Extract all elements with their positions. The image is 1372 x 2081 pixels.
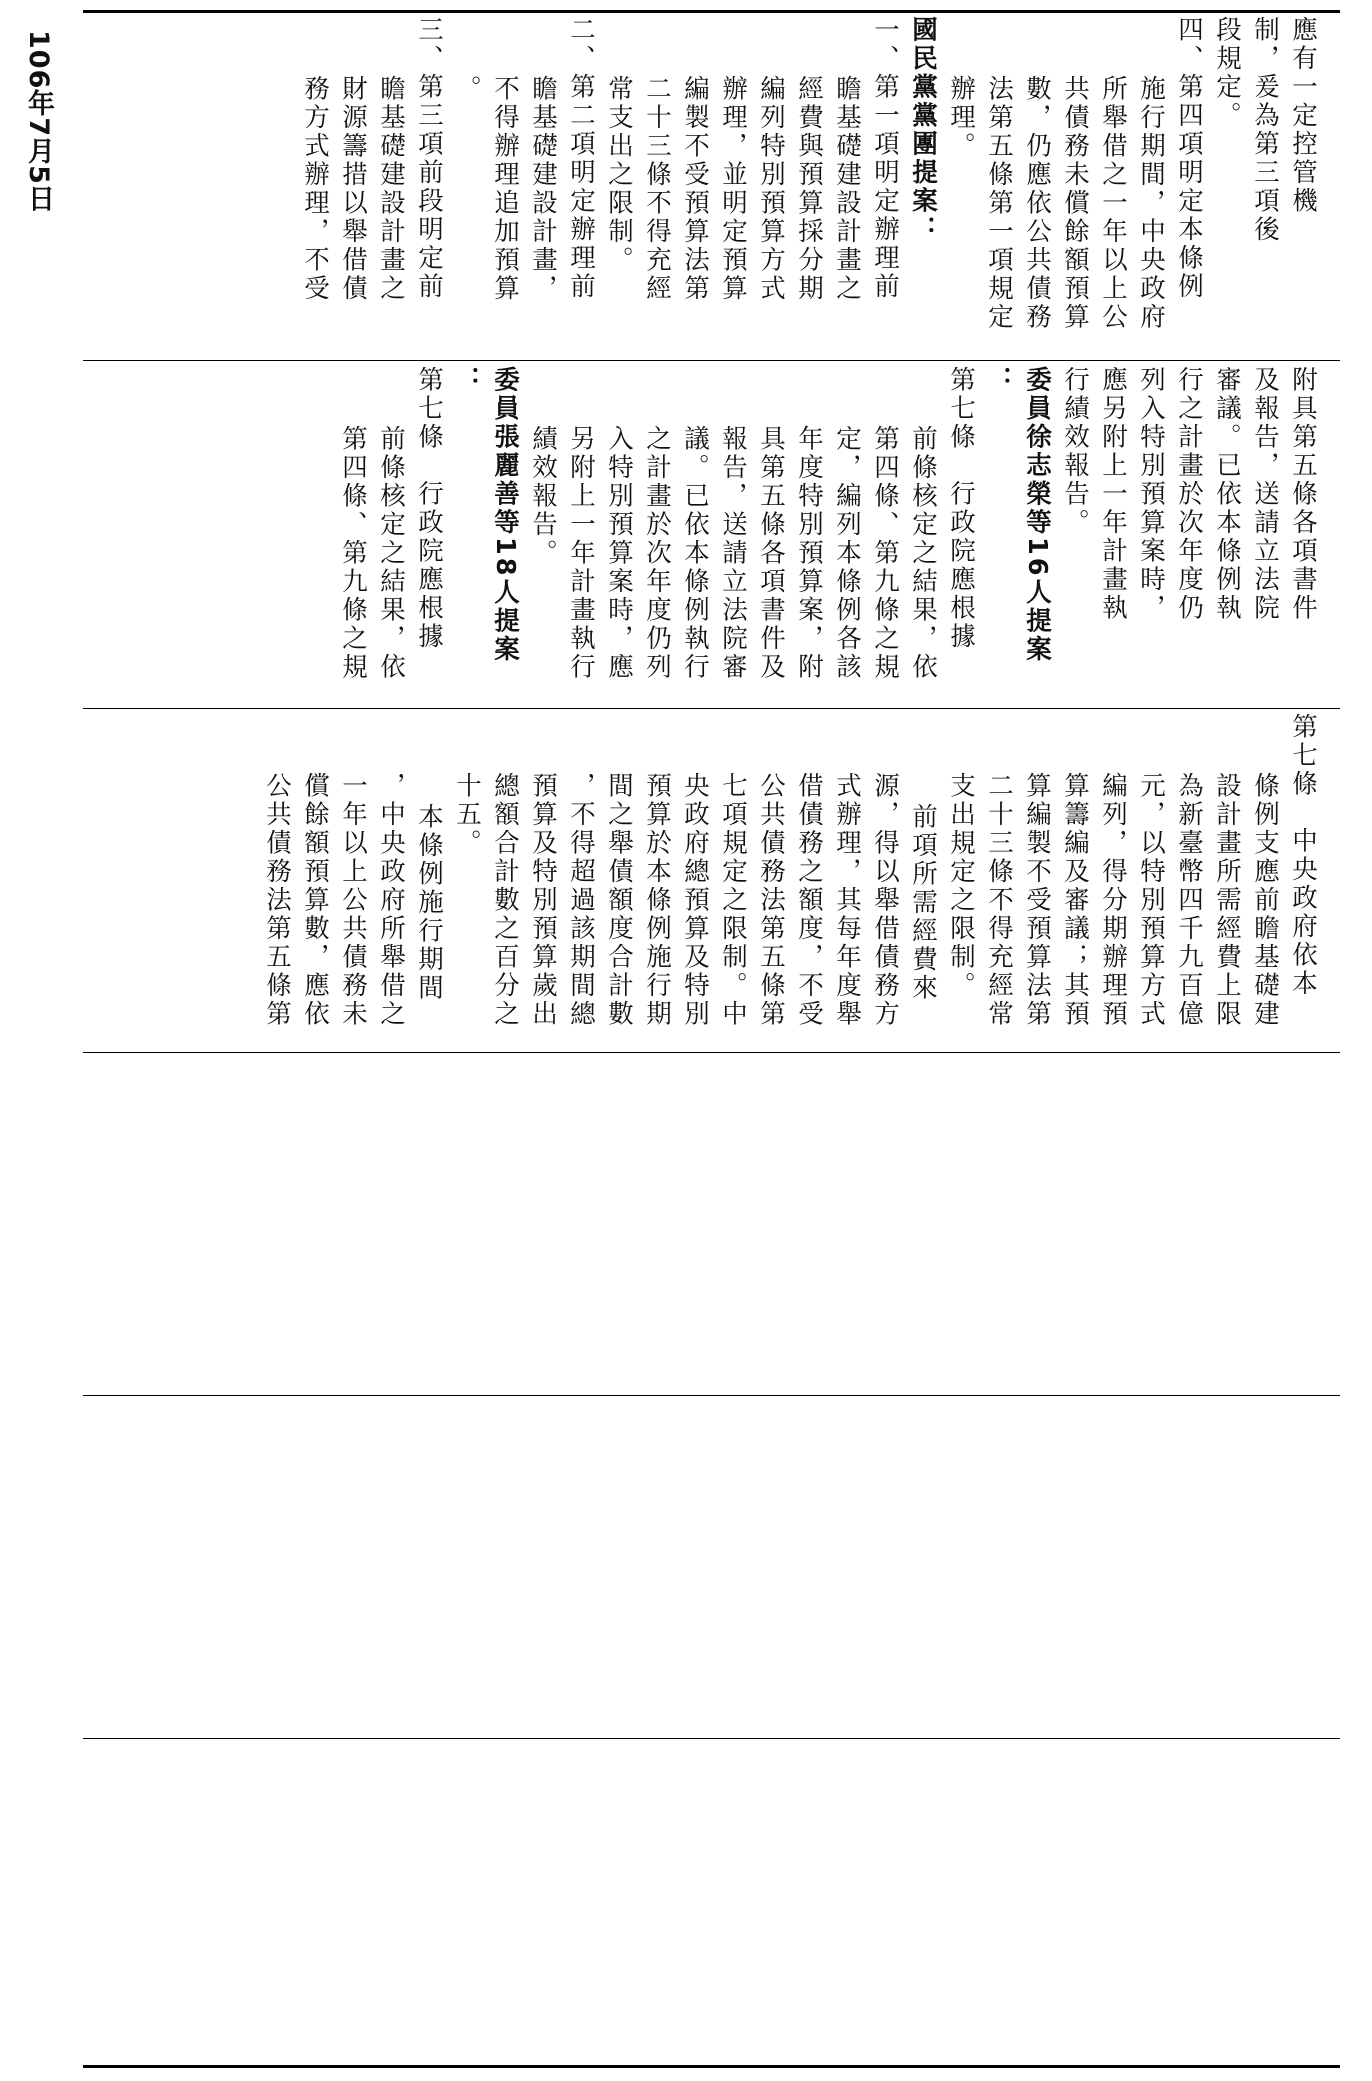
text-column xyxy=(410,16,448,356)
text-line: 借債務之額度，不受 xyxy=(794,772,824,1029)
text-column xyxy=(638,713,676,1048)
text-column xyxy=(1284,366,1322,704)
text-column xyxy=(1094,366,1132,704)
text-column xyxy=(1056,16,1094,356)
text-line: 常支出之限制。 xyxy=(604,75,634,275)
text-line: 式辦理，其每年度舉 xyxy=(832,772,862,1029)
text-column xyxy=(1170,16,1208,356)
text-line: 四、第四項明定本條例 xyxy=(1174,16,1204,301)
text-column xyxy=(942,713,980,1048)
text-column xyxy=(410,713,448,1048)
text-line: 二、第二項明定辦理前 xyxy=(566,16,596,301)
text-line: 為新臺幣四千九百億 xyxy=(1174,772,1204,1029)
text-column xyxy=(752,16,790,356)
text-column xyxy=(1208,713,1246,1048)
cell-empty xyxy=(83,1742,1340,2064)
text-line: 報告，送請立法院審 xyxy=(718,425,748,682)
text-column xyxy=(1094,16,1132,356)
text-column xyxy=(942,16,980,356)
text-column xyxy=(372,713,410,1048)
text-line: 前項所需經費來 xyxy=(908,803,938,1003)
text-line: 績效報告。 xyxy=(528,425,558,568)
text-line: 數，仍應依公共債務 xyxy=(1022,75,1052,332)
text-column xyxy=(258,713,296,1048)
text-line: 償餘額預算數，應依 xyxy=(300,772,330,1029)
text-column xyxy=(714,713,752,1048)
text-line: 另附上一年計畫執行 xyxy=(566,425,596,682)
text-line: 前條核定之結果，依 xyxy=(376,425,406,682)
text-column xyxy=(676,16,714,356)
text-column xyxy=(448,366,486,704)
text-column xyxy=(1170,366,1208,704)
text-column xyxy=(486,713,524,1048)
cell-empty xyxy=(83,1056,1340,1391)
table-bottom-border xyxy=(83,2065,1340,2068)
text-line: ，中央政府所舉借之 xyxy=(376,772,406,1029)
proposal-heading: ： xyxy=(452,366,482,395)
text-line: 行績效報告。 xyxy=(1060,366,1090,537)
text-line: ，不得超過該期間總 xyxy=(566,772,596,1029)
text-column xyxy=(980,16,1018,356)
text-line: 一、第一項明定辦理前 xyxy=(870,16,900,301)
text-column xyxy=(1246,366,1284,704)
text-column xyxy=(676,713,714,1048)
text-column xyxy=(866,366,904,704)
text-column xyxy=(562,16,600,356)
text-line: 務方式辦理，不受 xyxy=(300,75,330,303)
proposal-heading: 國民黨黨團提案： xyxy=(908,16,938,244)
text-column xyxy=(942,366,980,704)
text-line: 預算及特別預算歲出 xyxy=(528,772,558,1029)
text-line: 條例支應前瞻基礎建 xyxy=(1250,772,1280,1029)
table-top-border xyxy=(83,10,1340,13)
text-column xyxy=(562,713,600,1048)
text-line: 共債務未償餘額預算 xyxy=(1060,75,1090,332)
document-table xyxy=(83,10,1340,2068)
text-column xyxy=(866,16,904,356)
text-line: 第七條 行政院應根據 xyxy=(946,366,976,651)
cell-empty xyxy=(83,1399,1340,1734)
text-column xyxy=(1246,16,1284,356)
text-column xyxy=(1132,366,1170,704)
text-column xyxy=(486,366,524,704)
text-column xyxy=(1170,713,1208,1048)
text-column xyxy=(524,713,562,1048)
text-column xyxy=(1132,16,1170,356)
text-line: 瞻基礎建設計畫之 xyxy=(376,75,406,303)
text-column xyxy=(752,713,790,1048)
text-column xyxy=(296,713,334,1048)
text-line: 二十三條不得充經 xyxy=(642,75,672,303)
text-line: 應另附上一年計畫執 xyxy=(1098,366,1128,623)
text-line: 公共債務法第五條第 xyxy=(262,772,292,1029)
text-line: 入特別預算案時，應 xyxy=(604,425,634,682)
text-column xyxy=(676,366,714,704)
text-column xyxy=(1018,16,1056,356)
text-line: 間之舉債額度合計數 xyxy=(604,772,634,1029)
row-divider xyxy=(83,708,1340,709)
text-line: 附具第五條各項書件 xyxy=(1288,366,1318,623)
text-column xyxy=(638,366,676,704)
text-column xyxy=(600,16,638,356)
cell-proposal-text xyxy=(83,366,1340,704)
text-column xyxy=(790,16,828,356)
text-line: 總額合計數之百分之 xyxy=(490,772,520,1029)
text-column xyxy=(828,16,866,356)
text-line: 法第五條第一項規定 xyxy=(984,75,1014,332)
text-line: 段規定。 xyxy=(1212,16,1242,130)
text-line: 十五。 xyxy=(452,772,482,858)
text-column xyxy=(714,366,752,704)
text-line: 經費與預算採分期 xyxy=(794,75,824,303)
text-line: 審議。已依本條例執 xyxy=(1212,366,1242,623)
text-line: 前條核定之結果，依 xyxy=(908,425,938,682)
text-column xyxy=(638,16,676,356)
text-column xyxy=(1208,16,1246,356)
text-line: 議。已依本條例執行 xyxy=(680,425,710,682)
text-line: 財源籌措以舉借債 xyxy=(338,75,368,303)
text-line: 第七條 中央政府依本 xyxy=(1288,713,1318,998)
text-line: 設計畫所需經費上限 xyxy=(1212,772,1242,1029)
text-line: 列入特別預算案時， xyxy=(1136,366,1166,623)
text-line: 預算於本條例施行期 xyxy=(642,772,672,1029)
text-column xyxy=(1056,366,1094,704)
text-line: 一年以上公共債務未 xyxy=(338,772,368,1029)
text-line: 不得辦理追加預算 xyxy=(490,75,520,303)
text-line: 瞻基礎建設計畫之 xyxy=(832,75,862,303)
text-line: 編列，得分期辦理預 xyxy=(1098,772,1128,1029)
text-line: 元，以特別預算方式 xyxy=(1136,772,1166,1029)
text-column xyxy=(372,16,410,356)
row-divider xyxy=(83,1052,1340,1053)
text-column xyxy=(334,366,372,704)
cell-explanation xyxy=(83,16,1340,356)
row-divider xyxy=(83,1738,1340,1739)
text-line: 應有一定控管機 xyxy=(1288,16,1318,216)
text-column xyxy=(790,713,828,1048)
text-line: 編列特別預算方式 xyxy=(756,75,786,303)
text-column xyxy=(448,713,486,1048)
text-column xyxy=(562,366,600,704)
text-column xyxy=(828,366,866,704)
text-line: 具第五條各項書件及 xyxy=(756,425,786,682)
text-line: 施行期間，中央政府 xyxy=(1136,75,1166,332)
page-date-header: 106年7月5日 xyxy=(23,30,54,213)
text-line: 支出規定之限制。 xyxy=(946,772,976,1000)
proposal-heading: 委員徐志榮等16人提案 xyxy=(1022,366,1052,664)
row-divider xyxy=(83,360,1340,361)
text-column xyxy=(714,16,752,356)
text-line: 行之計畫於次年度仍 xyxy=(1174,366,1204,623)
text-column xyxy=(334,713,372,1048)
text-column xyxy=(980,366,1018,704)
text-column xyxy=(410,366,448,704)
text-column xyxy=(904,713,942,1048)
text-column xyxy=(904,16,942,356)
text-line: 源，得以舉借債務方 xyxy=(870,772,900,1029)
text-line: 七項規定之限制。中 xyxy=(718,772,748,1029)
text-column xyxy=(1094,713,1132,1048)
text-line: 第四條、第九條之規 xyxy=(338,425,368,682)
text-line: 本條例施行期間 xyxy=(414,803,444,1003)
text-line: 三、第三項前段明定前 xyxy=(414,16,444,301)
row-divider xyxy=(83,1395,1340,1396)
text-column xyxy=(486,16,524,356)
text-column xyxy=(600,366,638,704)
text-line: 制，爰為第三項後 xyxy=(1250,16,1280,244)
text-column xyxy=(752,366,790,704)
text-line: 算編製不受預算法第 xyxy=(1022,772,1052,1029)
text-column xyxy=(600,713,638,1048)
text-column xyxy=(448,16,486,356)
text-column xyxy=(1246,713,1284,1048)
text-column xyxy=(1284,16,1322,356)
text-column xyxy=(334,16,372,356)
cell-amended-article xyxy=(83,713,1340,1048)
text-column xyxy=(524,366,562,704)
text-line: 算籌編及審議；其預 xyxy=(1060,772,1090,1029)
text-column xyxy=(1132,713,1170,1048)
text-column xyxy=(1018,366,1056,704)
text-column xyxy=(296,16,334,356)
text-column xyxy=(980,713,1018,1048)
text-line: 定，編列本條例各該 xyxy=(832,425,862,682)
text-column xyxy=(828,713,866,1048)
text-line: 及報告，送請立法院 xyxy=(1250,366,1280,623)
proposal-heading: 委員張麗善等18人提案 xyxy=(490,366,520,664)
text-column xyxy=(904,366,942,704)
text-line: 第四條、第九條之規 xyxy=(870,425,900,682)
text-line: 辦理。 xyxy=(946,75,976,161)
text-column xyxy=(1284,713,1322,1048)
text-line: 辦理，並明定預算 xyxy=(718,75,748,303)
text-column xyxy=(790,366,828,704)
text-column xyxy=(866,713,904,1048)
text-column xyxy=(524,16,562,356)
text-line: 之計畫於次年度仍列 xyxy=(642,425,672,682)
text-column xyxy=(1018,713,1056,1048)
text-line: 第七條 行政院應根據 xyxy=(414,366,444,651)
text-line: 年度特別預算案，附 xyxy=(794,425,824,682)
text-line: 。 xyxy=(452,75,482,104)
text-column xyxy=(372,366,410,704)
text-column xyxy=(1208,366,1246,704)
text-line: 二十三條不得充經常 xyxy=(984,772,1014,1029)
text-column xyxy=(1056,713,1094,1048)
proposal-heading: ： xyxy=(984,366,1014,395)
text-line: 公共債務法第五條第 xyxy=(756,772,786,1029)
text-line: 央政府總預算及特別 xyxy=(680,772,710,1029)
text-line: 編製不受預算法第 xyxy=(680,75,710,303)
text-line: 所舉借之一年以上公 xyxy=(1098,75,1128,332)
text-line: 瞻基礎建設計畫， xyxy=(528,75,558,303)
